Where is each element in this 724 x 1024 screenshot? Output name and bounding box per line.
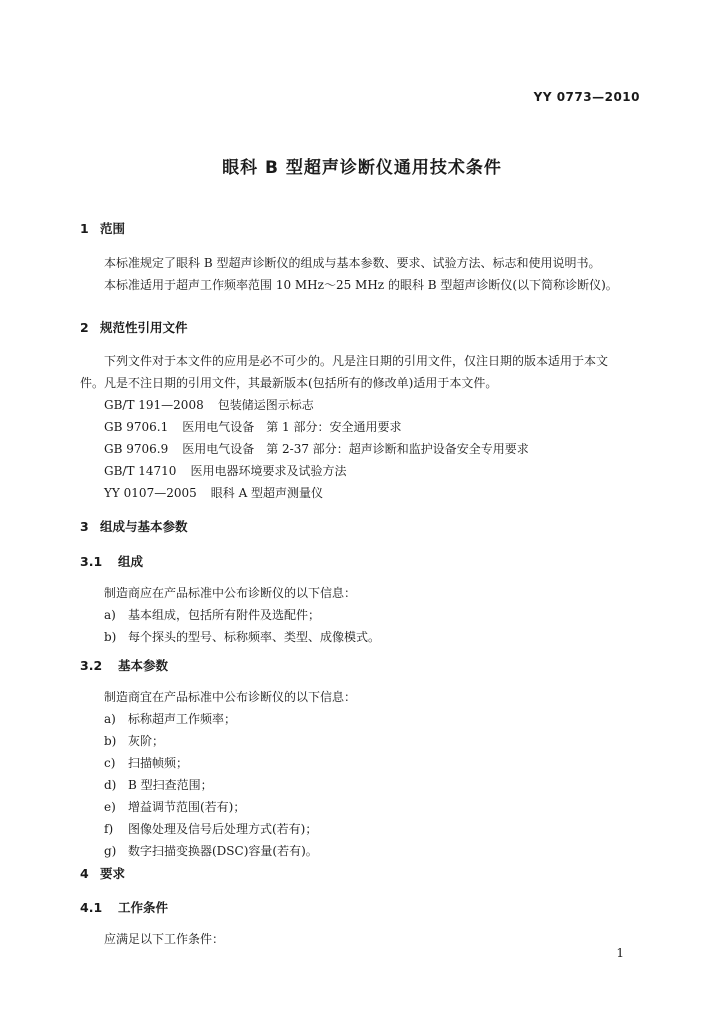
list-item xyxy=(104,798,245,815)
subsection-3-1-intro: 制造商应在产品标准中公布诊断仪的以下信息： xyxy=(104,586,357,600)
list-item xyxy=(104,606,320,623)
list-text: 数字扫描变换器(DSC)容量(若有)。 xyxy=(128,844,318,858)
document-title: 眼科 B 型超声诊断仪通用技术条件 xyxy=(222,158,502,178)
list-text: 灰阶； xyxy=(128,734,165,748)
list-marker: g) xyxy=(104,844,117,858)
list-text: 图像处理及信号后处理方式(若有)； xyxy=(128,822,318,836)
reference-code: GB/T 14710 xyxy=(104,464,177,478)
reference-title: 医用电气设备 第 2-37 部分：超声诊断和监护设备安全专用要求 xyxy=(182,442,529,456)
reference-item xyxy=(104,418,401,435)
subsection-number: 4.1 xyxy=(80,900,103,915)
subsection-3-2-intro: 制造商宜在产品标准中公布诊断仪的以下信息： xyxy=(104,690,357,704)
reference-code: GB/T 191—2008 xyxy=(104,398,204,412)
subsection-title: 组成 xyxy=(118,554,144,569)
subsection-4-1-intro: 应满足以下工作条件： xyxy=(104,932,225,946)
section-number: 3 xyxy=(80,519,89,534)
section-number: 2 xyxy=(80,320,89,335)
section-number: 1 xyxy=(80,221,89,236)
list-marker: a) xyxy=(104,608,116,622)
reference-code: YY 0107—2005 xyxy=(104,486,197,500)
section-number: 4 xyxy=(80,866,89,881)
list-item xyxy=(104,710,236,727)
list-item xyxy=(104,820,317,837)
section-title: 规范性引用文件 xyxy=(100,320,188,335)
section-2-heading xyxy=(80,318,188,336)
section-1-paragraph-2: 本标准适用于超声工作频率范围 10 MHz～25 MHz 的眼科 B 型超声诊断仪(以下简称诊断仪)。 xyxy=(104,278,618,292)
section-1-paragraph-1: 本标准规定了眼科 B 型超声诊断仪的组成与基本参数、要求、试验方法、标志和使用说明书。 xyxy=(104,256,601,270)
reference-item xyxy=(104,462,346,479)
subsection-number: 3.1 xyxy=(80,554,103,569)
list-item xyxy=(104,732,164,749)
list-marker: a) xyxy=(104,712,116,726)
section-title: 组成与基本参数 xyxy=(100,519,188,534)
section-2-intro-line-2: 件。凡是不注日期的引用文件，其最新版本(包括所有的修改单)适用于本文件。 xyxy=(80,376,498,390)
section-title: 要求 xyxy=(100,866,126,881)
subsection-title: 工作条件 xyxy=(118,900,169,915)
list-text: 基本组成，包括所有附件及选配件； xyxy=(128,608,321,622)
reference-title: 包装储运图示标志 xyxy=(217,398,314,412)
subsection-number: 3.2 xyxy=(80,658,103,673)
reference-title: 医用电气设备 第 1 部分：安全通用要求 xyxy=(182,420,402,434)
section-1-heading xyxy=(80,219,125,237)
list-text: 每个探头的型号、标称频率、类型、成像模式。 xyxy=(128,630,381,644)
list-text: 标称超声工作频率； xyxy=(128,712,237,726)
standard-code: YY 0773—2010 xyxy=(533,90,640,104)
list-item xyxy=(104,842,318,859)
reference-item xyxy=(104,396,314,413)
page-number: 1 xyxy=(616,946,624,960)
list-marker: b) xyxy=(104,734,117,748)
section-2-intro-line-1: 下列文件对于本文件的应用是必不可少的。凡是注日期的引用文件，仅注日期的版本适用于本文 xyxy=(104,354,609,368)
list-marker: d) xyxy=(104,778,117,792)
reference-code: GB 9706.9 xyxy=(104,442,169,456)
subsection-title: 基本参数 xyxy=(118,658,169,673)
list-text: 扫描帧频； xyxy=(128,756,189,770)
subsection-3-1-heading xyxy=(80,552,143,570)
list-item xyxy=(104,776,213,793)
list-item xyxy=(104,754,188,771)
reference-title: 眼科 A 型超声测量仪 xyxy=(210,486,324,500)
list-item xyxy=(104,628,380,645)
reference-item xyxy=(104,440,529,457)
reference-item xyxy=(104,484,323,501)
reference-title: 医用电器环境要求及试验方法 xyxy=(190,464,347,478)
list-marker: f) xyxy=(104,822,114,836)
section-title: 范围 xyxy=(100,221,126,236)
list-text: 增益调节范围(若有)； xyxy=(128,800,246,814)
section-4-heading xyxy=(80,864,125,882)
subsection-4-1-heading xyxy=(80,898,168,916)
subsection-3-2-heading xyxy=(80,656,168,674)
reference-code: GB 9706.1 xyxy=(104,420,169,434)
list-marker: b) xyxy=(104,630,117,644)
list-text: B 型扫查范围； xyxy=(128,778,213,792)
section-3-heading xyxy=(80,517,188,535)
list-marker: e) xyxy=(104,800,116,814)
list-marker: c) xyxy=(104,756,116,770)
